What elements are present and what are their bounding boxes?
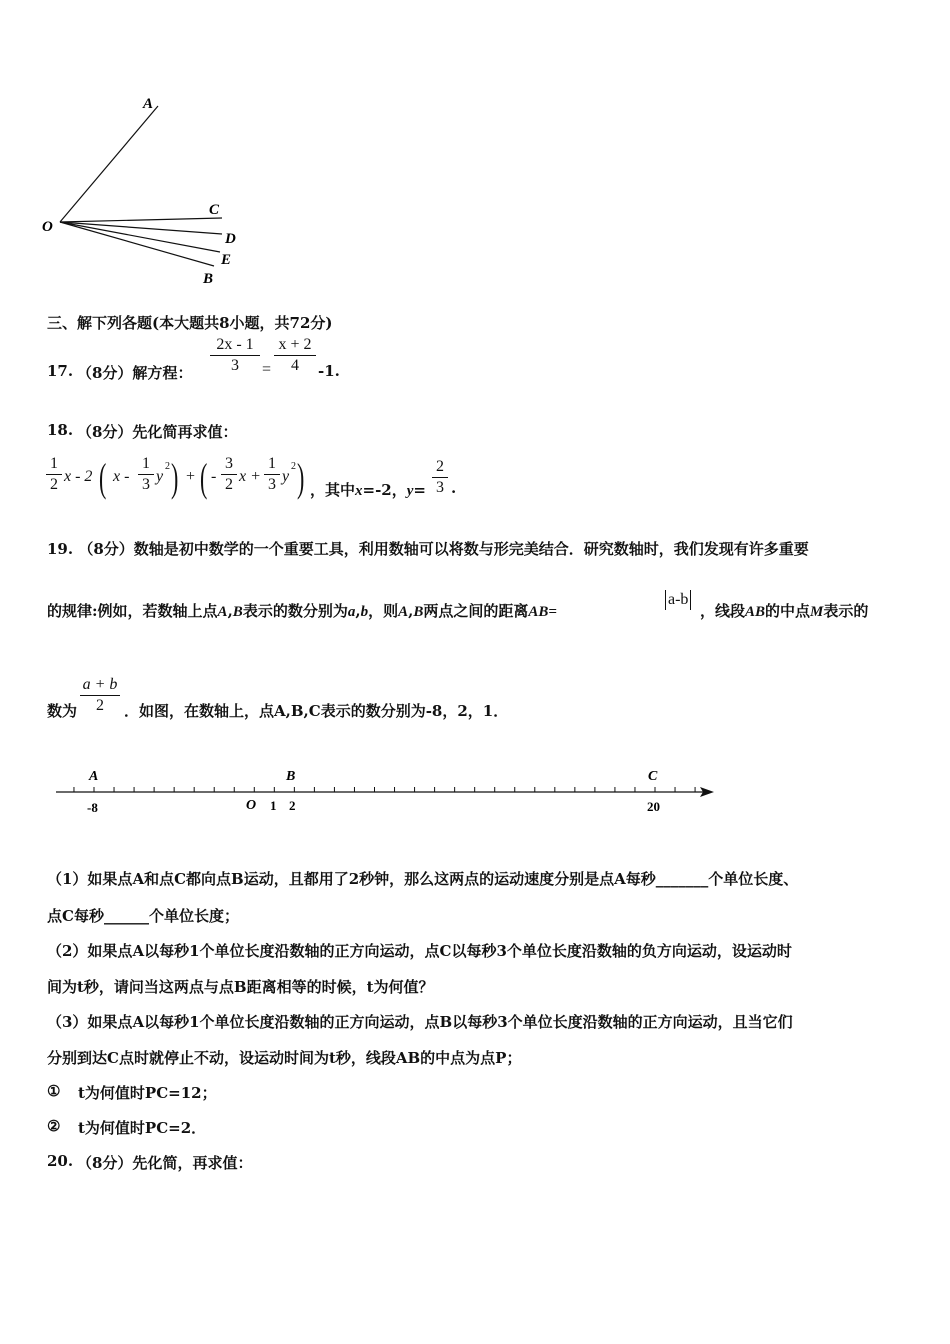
q18-f1-num: 1 [50, 455, 58, 472]
q19-c1-text: t为何值时PC=12； [78, 1084, 217, 1102]
q18-f2-den: 3 [142, 476, 150, 493]
nl-tick-m8: -8 [87, 800, 98, 815]
q17-frac2 [274, 336, 316, 375]
q18-rparen2: ) [296, 455, 305, 500]
q18-rparen1: ) [170, 455, 179, 500]
label-E: E [221, 252, 232, 268]
nl-tick-O: O [246, 798, 257, 813]
q18-f3 [221, 455, 237, 494]
q18-f1-den: 2 [50, 476, 58, 493]
q18-sq2: 2 [291, 461, 296, 472]
q17-tail: -1. [318, 362, 340, 380]
section-title: 三、解下列各题(本大题共8小题，共72分) [47, 314, 333, 332]
nl-label-B: B [286, 769, 296, 784]
q17-number: 17. [47, 362, 74, 380]
q19-c2-marker: ② [47, 1117, 61, 1135]
q19-c1-marker: ① [47, 1082, 61, 1100]
q18-y2: y [282, 468, 290, 485]
q18-y-frac [432, 458, 448, 497]
q20-number: 20. [47, 1152, 74, 1170]
q17-score: （8分）解方程： [77, 364, 193, 382]
ray-OB [60, 222, 214, 266]
q18-f4 [264, 455, 280, 494]
q17-frac1-num: 2x - 1 [216, 336, 254, 353]
q18-sq1: 2 [165, 461, 170, 472]
q19-abs-expr: a-b [665, 590, 691, 610]
nl-tick-1: 1 [270, 798, 277, 813]
q19-mid-frac [80, 676, 120, 715]
q18-score: （8分）先化简再求值： [77, 423, 238, 441]
q18-condition: ，其中x=-2，y= [310, 481, 426, 499]
number-line-ticks [74, 787, 695, 792]
q19-line3-a: 数为 [47, 702, 78, 720]
nl-label-C: C [648, 769, 658, 784]
q18-y1: y [156, 468, 164, 485]
number-line [50, 762, 730, 822]
ray-OA [60, 106, 158, 222]
q19-line2: 的规律:例如，若数轴上点A,B表示的数分别为a,b，则A,B两点之间的距离AB= [47, 602, 557, 620]
q19-p1-l2: 点C每秒______个单位长度； [47, 907, 239, 925]
q18-lparen2: ( [199, 455, 208, 500]
q19-p3-l1: （3）如果点A以每秒1个单位长度沿数轴的正方向运动，点B以每秒3个单位长度沿数轴的正方向运动，且当它们 [47, 1013, 793, 1031]
q19-p1-l1: （1）如果点A和点C都向点B运动，且都用了2秒钟，那么这两点的运动速度分别是点A每秒_______个单位长度、 [47, 870, 799, 888]
q17-frac2-den: 4 [291, 357, 299, 374]
nl-tick-20: 20 [647, 799, 660, 814]
q18-f3-den: 2 [225, 476, 233, 493]
q18-period: . [451, 479, 457, 497]
q18-y-num: 2 [436, 458, 444, 475]
q19-mid-den: 2 [96, 697, 104, 714]
q19-mid-num: a + b [82, 676, 118, 693]
q19-p3-l2: 分别到达C点时就停止不动，设运动时间为t秒，线段AB的中点为点P； [47, 1049, 522, 1067]
q18-neg: - [211, 468, 217, 485]
q18-y-den: 3 [436, 479, 444, 496]
q20-score: （8分）先化简，再求值： [77, 1154, 253, 1172]
nl-tick-2: 2 [289, 798, 296, 813]
nl-label-A: A [89, 769, 99, 784]
q19-p2-l1: （2）如果点A以每秒1个单位长度沿数轴的正方向运动，点C以每秒3个单位长度沿数轴的负方向运动，设运动时 [47, 942, 792, 960]
ray-OD [60, 222, 222, 234]
label-A: A [143, 96, 154, 112]
q19-line1: 19. （8分）数轴是初中数学的一个重要工具，利用数轴可以将数与形完美结合．研究数轴时，我们发现有许多重要 [47, 540, 809, 558]
q17-eq: = [262, 361, 272, 378]
q18-t1: x - 2 [64, 468, 93, 485]
q18-f1 [46, 455, 62, 494]
q18-plus: + [186, 468, 196, 485]
ray-OE [60, 222, 220, 252]
label-C: C [209, 202, 220, 218]
q18-f2-num: 1 [142, 455, 150, 472]
q19-p2-l2: 间为t秒，请问当这两点与点B距离相等的时候，t为何值？ [47, 978, 434, 996]
q18-t3: x + [239, 468, 261, 485]
label-O: O [42, 219, 53, 235]
q17-frac1 [210, 336, 260, 375]
ray-OC [60, 218, 222, 222]
angle-figure [30, 90, 260, 290]
q19-c2-text: t为何值时PC=2． [78, 1119, 207, 1137]
label-D: D [225, 231, 236, 247]
q18-lparen1: ( [98, 455, 107, 500]
q18-number: 18. [47, 421, 74, 439]
q18-t2: x - [113, 468, 130, 485]
label-B: B [203, 271, 214, 287]
q18-f2 [138, 455, 154, 494]
q19-line2-end: ，线段AB的中点M表示的 [700, 602, 869, 620]
q17-frac1-den: 3 [231, 357, 239, 374]
q18-f4-num: 1 [268, 455, 276, 472]
q18-f3-num: 3 [225, 455, 233, 472]
q17-frac2-num: x + 2 [278, 336, 312, 353]
q18-f4-den: 3 [268, 476, 276, 493]
q19-line3-b: ．如图，在数轴上，点A,B,C表示的数分别为-8，2，1． [124, 702, 509, 720]
